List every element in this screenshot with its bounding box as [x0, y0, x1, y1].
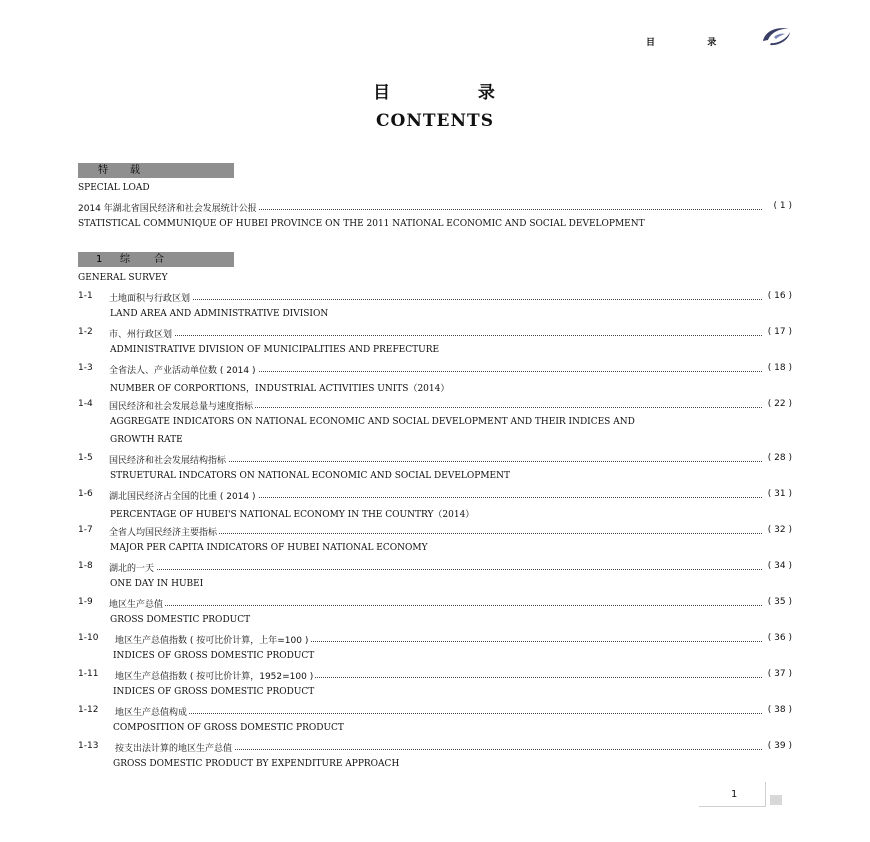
- running-header-char-1: 目: [646, 38, 656, 48]
- toc-entry[interactable]: [78, 489, 792, 501]
- toc-entry-title-en: INDICES OF GROSS DOMESTIC PRODUCT: [113, 651, 315, 661]
- toc-entry-number: 1-11: [78, 669, 99, 679]
- toc-entry[interactable]: [78, 525, 792, 537]
- page-title-cn-char-1: 目: [373, 83, 393, 103]
- section-bar-char-1: 综: [120, 254, 130, 265]
- page-title-en: CONTENTS: [376, 111, 494, 131]
- publisher-logo-icon: [759, 25, 793, 47]
- toc-entry[interactable]: [78, 705, 792, 717]
- section-title-en: SPECIAL LOAD: [78, 183, 150, 193]
- toc-entry-number: 1-8: [78, 561, 93, 571]
- toc-entry-number: 1-12: [78, 705, 99, 715]
- toc-entry[interactable]: [78, 741, 792, 753]
- toc-entry-title-en: STRUETURAL INDCATORS ON NATIONAL ECONOMIC AND SOCIAL DEVELOPMENT: [110, 471, 510, 481]
- toc-entry-number: 1-10: [78, 633, 99, 643]
- toc-entry-number: 1-4: [78, 399, 93, 409]
- toc-entry[interactable]: [78, 327, 792, 339]
- toc-entry-page: ( 32 ): [767, 525, 792, 535]
- toc-entry-page: ( 36 ): [767, 633, 792, 643]
- toc-entry-page: ( 37 ): [767, 669, 792, 679]
- toc-entry-page: ( 39 ): [767, 741, 792, 751]
- toc-entry-title: 湖北国民经济占全国的比重 ( 2014 ): [109, 489, 258, 502]
- toc-entry[interactable]: [78, 669, 792, 681]
- toc-entry-title-en: INDICES OF GROSS DOMESTIC PRODUCT: [113, 687, 315, 697]
- leader-dots: [109, 299, 762, 300]
- toc-entry-page: ( 31 ): [767, 489, 792, 499]
- toc-entry-page: ( 38 ): [767, 705, 792, 715]
- section-bar-general: [78, 252, 234, 267]
- toc-entry-title: 地区生产总值指数 ( 按可比价计算，1952=100 ): [115, 669, 315, 682]
- toc-entry-number: 1-2: [78, 327, 93, 337]
- section-bar-number: 1: [96, 254, 103, 265]
- toc-entry-title-en: MAJOR PER CAPITA INDICATORS OF HUBEI NATIONAL ECONOMY: [110, 543, 428, 553]
- leader-dots: [109, 335, 762, 336]
- toc-entry-title-en: LAND AREA AND ADMINISTRATIVE DIVISION: [110, 309, 329, 319]
- running-header-char-2: 录: [707, 38, 717, 48]
- page-number: 1: [731, 789, 738, 800]
- toc-entry[interactable]: [78, 399, 792, 411]
- toc-entry-number: 1-3: [78, 363, 93, 373]
- leader-dots: [115, 713, 762, 714]
- toc-entry-title: 国民经济和社会发展结构指标: [109, 453, 228, 466]
- toc-entry-page: ( 34 ): [767, 561, 792, 571]
- leader-dots: [109, 605, 762, 606]
- toc-entry-page: ( 16 ): [767, 291, 792, 301]
- toc-entry-title-en: ADMINISTRATIVE DIVISION OF MUNICIPALITIES AND PREFECTURE: [110, 345, 440, 355]
- toc-entry-title-en: GROSS DOMESTIC PRODUCT: [110, 615, 251, 625]
- toc-entry-title-en: GROSS DOMESTIC PRODUCT BY EXPENDITURE APPROACH: [113, 759, 400, 769]
- running-header: [646, 35, 716, 48]
- toc-entry-title: 土地面积与行政区划: [109, 291, 192, 304]
- toc-entry-number: 1-9: [78, 597, 93, 607]
- toc-entry-page: ( 1 ): [773, 201, 792, 211]
- toc-entry-number: 1-6: [78, 489, 93, 499]
- toc-entry[interactable]: [78, 453, 792, 465]
- section-title-en: GENERAL SURVEY: [78, 273, 168, 283]
- toc-entry-title: 地区生产总值构成: [115, 705, 189, 718]
- toc-entry-title-en: COMPOSITION OF GROSS DOMESTIC PRODUCT: [113, 723, 344, 733]
- toc-entry-page: ( 22 ): [767, 399, 792, 409]
- toc-entry-page: ( 17 ): [767, 327, 792, 337]
- section-bar-char-2: 载: [130, 165, 140, 176]
- section-bar-char-2: 合: [154, 254, 164, 265]
- toc-entry-title: 按支出法计算的地区生产总值: [115, 741, 234, 754]
- toc-entry-page: ( 35 ): [767, 597, 792, 607]
- toc-entry-number: 1-5: [78, 453, 93, 463]
- toc-entry-title-en: STATISTICAL COMMUNIQUE OF HUBEI PROVINCE ON THE 2011 NATIONAL ECONOMIC AND SOCIAL DEVELOPMENT: [78, 219, 645, 229]
- toc-entry-number: 1-1: [78, 291, 93, 301]
- toc-entry-number: 1-13: [78, 741, 99, 751]
- toc-entry[interactable]: [78, 291, 792, 303]
- toc-entry-title: 全省人均国民经济主要指标: [109, 525, 219, 538]
- page-title-cn: [0, 78, 870, 103]
- toc-entry-title: 国民经济和社会发展总量与速度指标: [109, 399, 255, 412]
- toc-entry[interactable]: [78, 561, 792, 573]
- toc-entry-title-en: NUMBER OF CORPORTIONS，INDUSTRIAL ACTIVITIES UNITS（2014）: [110, 384, 450, 394]
- toc-entry-title-en: AGGREGATE INDICATORS ON NATIONAL ECONOMIC AND SOCIAL DEVELOPMENT AND THEIR INDICES AND: [110, 417, 635, 427]
- toc-entry-title: 2014 年湖北省国民经济和社会发展统计公报: [78, 201, 259, 214]
- toc-entry-title: 湖北的一天: [109, 561, 156, 574]
- toc-entry-page: ( 18 ): [767, 363, 792, 373]
- page-title-cn-char-2: 录: [477, 83, 497, 103]
- toc-entry-title: 地区生产总值: [109, 597, 165, 610]
- toc-entry-page: ( 28 ): [767, 453, 792, 463]
- toc-entry[interactable]: [78, 597, 792, 609]
- section-bar-special: [78, 163, 234, 178]
- toc-entry-title-en: PERCENTAGE OF HUBEI'S NATIONAL ECONOMY IN THE COUNTRY（2014）: [110, 510, 475, 520]
- toc-entry-title: 全省法人、产业活动单位数 ( 2014 ): [109, 363, 258, 376]
- leader-dots: [109, 569, 762, 570]
- toc-entry[interactable]: [78, 363, 792, 375]
- toc-entry-title-en: GROWTH RATE: [110, 435, 183, 445]
- toc-entry[interactable]: [78, 201, 792, 213]
- toc-entry-title: 市、州行政区划: [109, 327, 174, 340]
- section-bar-char-1: 特: [98, 165, 108, 176]
- toc-entry-number: 1-7: [78, 525, 93, 535]
- toc-entry-title: 地区生产总值指数 ( 按可比价计算，上年=100 ): [115, 633, 310, 646]
- page-corner-mark: [770, 795, 782, 805]
- toc-entry-title-en: ONE DAY IN HUBEI: [110, 579, 204, 589]
- toc-entry[interactable]: [78, 633, 792, 645]
